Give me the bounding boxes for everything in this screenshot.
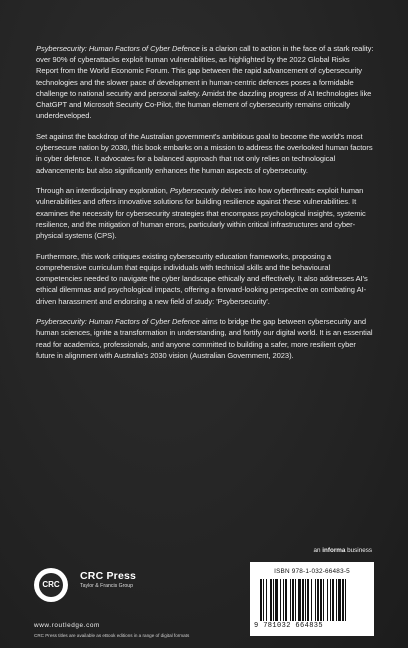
barcode-bar [330, 579, 331, 621]
barcode-bar [283, 579, 284, 621]
informa-brand: informa [322, 547, 346, 554]
crc-press-logo [34, 568, 137, 614]
barcode-bar [305, 579, 306, 621]
barcode-bar [345, 579, 346, 621]
barcode-bar [320, 579, 322, 621]
barcode-bar [280, 579, 281, 621]
blurb-paragraph-4: Furthermore, this work critiques existing cybersecurity education frameworks, proposing a comprehensive curriculum that equips individuals with technical skills and the behavioural competencies needed to navigate the cyber landscape ethically and effectively. It also addresses AI's ethical dilemmas and psychological impacts, offering a forward-looking perspective on combating AI-driven harassment and endorsing a new field of study: 'Psybersecurity'. [36, 251, 368, 306]
crc-logo-mark: CRC [39, 573, 63, 597]
blurb-text: aims to bridge the gap between cybersecurity and human sciences, ignite a transformation in understanding, and fortify our digital world. It is an essential read for academics, professionals, and anyone committed to building a safer, more resilient cyber future in alignment with Australia's 2030 vision (Australian Government, 2023). [36, 317, 373, 360]
barcode-bar [336, 579, 337, 621]
barcode-bar [292, 579, 294, 621]
barcode-bar [302, 579, 304, 621]
barcode-bar [332, 579, 334, 621]
barcode-bar [317, 579, 319, 621]
ebook-note: CRC Press titles are available as eBook editions in a range of digital formats [34, 633, 190, 638]
tagline-suffix: business [345, 547, 372, 554]
book-title-italic: Psybersecurity: Human Factors of Cyber Defence [36, 44, 200, 53]
barcode-bars [260, 579, 366, 621]
barcode-bar [263, 579, 264, 621]
barcode-bar [273, 579, 274, 621]
barcode-bar [342, 579, 344, 621]
barcode-digits: 9 781032 664835 [254, 622, 324, 630]
blurb-paragraph-1 [36, 43, 374, 121]
barcode-bar [260, 579, 262, 621]
barcode-bar [323, 579, 324, 621]
barcode-bar [311, 579, 312, 621]
barcode-bar [327, 579, 328, 621]
tagline-prefix: an [313, 547, 323, 554]
publisher-group: Taylor & Francis Group [80, 583, 134, 589]
publisher-name-block [80, 570, 136, 589]
barcode-bar [290, 579, 291, 621]
barcode-bar [270, 579, 272, 621]
barcode-bar [298, 579, 301, 621]
blurb-text: delves into how cyberthreats exploit human vulnerabilities and offers innovative solutions for building resilience against these vulnerabilities. It examines the necessity for cybersecurity strategies that encompass psychological insights, systemic resilience, and the mitigation of human errors, particularly within critical infrastructures and cyber-physical systems (CPS). [36, 186, 366, 241]
crc-logo-circle [34, 568, 68, 602]
isbn-label: ISBN 978-1-032-66483-5 [274, 568, 350, 575]
book-title-italic: Psybersecurity: Human Factors of Cyber Defence [36, 317, 200, 327]
publisher-name: CRC Press [80, 570, 137, 582]
back-cover-blurb [36, 43, 374, 371]
barcode-bar [307, 579, 309, 621]
barcode-bar [295, 579, 296, 621]
blurb-paragraph-3 [36, 185, 374, 241]
barcode-bar [285, 579, 287, 621]
barcode-bar [315, 579, 316, 621]
blurb-text: Through an interdisciplinary exploration, [36, 186, 170, 196]
barcode-bar [275, 579, 278, 621]
informa-business-tagline [314, 547, 372, 554]
barcode-bar [338, 579, 341, 621]
blurb-paragraph-5 [36, 316, 374, 361]
blurb-paragraph-2: Set against the backdrop of the Australian government's ambitious goal to become the world's most cybersecure nation by 2030, this book embarks on a mission to address the overlooked human factors in cyber defence. It advocates for a balanced approach that not only relies on technological advancements but also significantly enhances the human aspects of cybersecurity. [36, 131, 373, 175]
blurb-text: is a clarion call to action in the face of a stark reality: over 90% of cyberattacks exploit human vulnerabilities, as highlighted by the 2022 Global Risks Report from the World Economic Forum. This gap between the rapid advancement of cybersecurity technologies and the slower pace of development in human-centric defences poses a formidable challenge to national security and personal safety. Amidst the dazzling progress of AI technologies like ChatGPT and Microsoft Security Co-Pilot, the human element of cybersecurity remains critically underdeveloped. [36, 44, 374, 121]
book-short-title-italic: Psybersecurity [169, 186, 219, 196]
isbn-barcode [250, 562, 374, 636]
publisher-url: www.routledge.com [34, 622, 100, 629]
barcode-bar [266, 579, 267, 621]
